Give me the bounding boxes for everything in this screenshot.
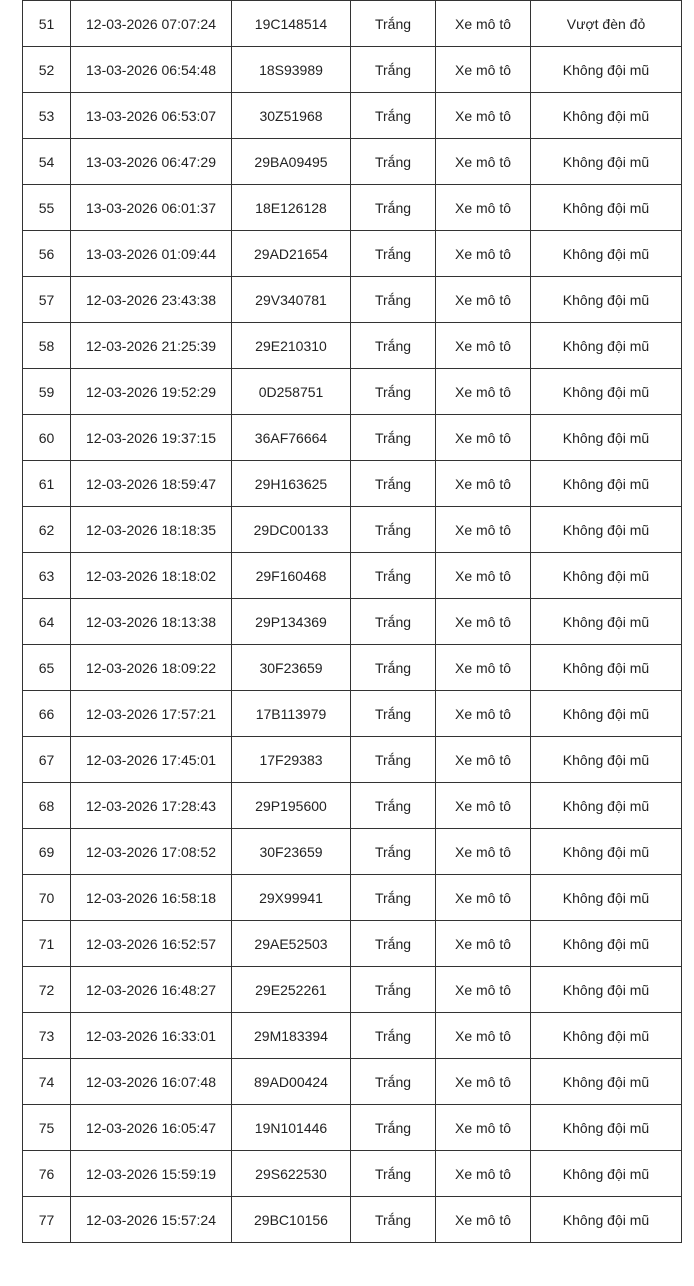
cell-index: 58: [23, 323, 71, 369]
cell-vehicle-type: Xe mô tô: [436, 921, 531, 967]
table-row: [23, 921, 682, 967]
table-row: [23, 875, 682, 921]
cell-license-plate: 29F160468: [232, 553, 351, 599]
cell-index: 76: [23, 1151, 71, 1197]
cell-timestamp: 12-03-2026 18:59:47: [71, 461, 232, 507]
table-row: [23, 185, 682, 231]
cell-license-plate: 29H163625: [232, 461, 351, 507]
cell-vehicle-type: Xe mô tô: [436, 599, 531, 645]
cell-violation: Không đội mũ: [531, 1013, 682, 1059]
cell-plate-color: Trắng: [351, 921, 436, 967]
table-row: [23, 691, 682, 737]
cell-license-plate: 36AF76664: [232, 415, 351, 461]
cell-license-plate: 17F29383: [232, 737, 351, 783]
cell-violation: Không đội mũ: [531, 507, 682, 553]
cell-violation: Không đội mũ: [531, 461, 682, 507]
cell-plate-color: Trắng: [351, 737, 436, 783]
cell-plate-color: Trắng: [351, 645, 436, 691]
table-row: [23, 737, 682, 783]
cell-index: 73: [23, 1013, 71, 1059]
cell-violation: Không đội mũ: [531, 645, 682, 691]
cell-index: 72: [23, 967, 71, 1013]
cell-plate-color: Trắng: [351, 599, 436, 645]
cell-timestamp: 12-03-2026 16:07:48: [71, 1059, 232, 1105]
cell-vehicle-type: Xe mô tô: [436, 185, 531, 231]
cell-license-plate: 0D258751: [232, 369, 351, 415]
cell-timestamp: 13-03-2026 06:01:37: [71, 185, 232, 231]
cell-vehicle-type: Xe mô tô: [436, 1105, 531, 1151]
cell-plate-color: Trắng: [351, 1, 436, 47]
violations-table: [22, 0, 682, 1243]
cell-timestamp: 12-03-2026 16:05:47: [71, 1105, 232, 1151]
cell-license-plate: 29P195600: [232, 783, 351, 829]
table-row: [23, 415, 682, 461]
cell-plate-color: Trắng: [351, 829, 436, 875]
cell-index: 65: [23, 645, 71, 691]
table-row: [23, 829, 682, 875]
cell-vehicle-type: Xe mô tô: [436, 553, 531, 599]
cell-vehicle-type: Xe mô tô: [436, 93, 531, 139]
cell-license-plate: 29P134369: [232, 599, 351, 645]
cell-plate-color: Trắng: [351, 461, 436, 507]
cell-license-plate: 18S93989: [232, 47, 351, 93]
cell-index: 69: [23, 829, 71, 875]
cell-violation: Không đội mũ: [531, 139, 682, 185]
cell-timestamp: 12-03-2026 21:25:39: [71, 323, 232, 369]
cell-violation: Không đội mũ: [531, 599, 682, 645]
cell-timestamp: 12-03-2026 17:57:21: [71, 691, 232, 737]
cell-index: 59: [23, 369, 71, 415]
cell-plate-color: Trắng: [351, 415, 436, 461]
cell-license-plate: 19N101446: [232, 1105, 351, 1151]
cell-index: 60: [23, 415, 71, 461]
cell-vehicle-type: Xe mô tô: [436, 1197, 531, 1243]
cell-index: 54: [23, 139, 71, 185]
cell-violation: Không đội mũ: [531, 1105, 682, 1151]
cell-vehicle-type: Xe mô tô: [436, 1151, 531, 1197]
cell-vehicle-type: Xe mô tô: [436, 967, 531, 1013]
cell-plate-color: Trắng: [351, 1151, 436, 1197]
cell-violation: Không đội mũ: [531, 829, 682, 875]
cell-vehicle-type: Xe mô tô: [436, 139, 531, 185]
cell-violation: Không đội mũ: [531, 553, 682, 599]
table-row: [23, 1013, 682, 1059]
table-row: [23, 1105, 682, 1151]
cell-timestamp: 12-03-2026 19:52:29: [71, 369, 232, 415]
cell-violation: Không đội mũ: [531, 369, 682, 415]
cell-violation: Không đội mũ: [531, 1059, 682, 1105]
table-row: [23, 1, 682, 47]
cell-vehicle-type: Xe mô tô: [436, 1059, 531, 1105]
cell-plate-color: Trắng: [351, 691, 436, 737]
cell-plate-color: Trắng: [351, 323, 436, 369]
cell-plate-color: Trắng: [351, 139, 436, 185]
cell-plate-color: Trắng: [351, 369, 436, 415]
cell-license-plate: 29V340781: [232, 277, 351, 323]
table-row: [23, 553, 682, 599]
cell-vehicle-type: Xe mô tô: [436, 783, 531, 829]
cell-timestamp: 13-03-2026 06:54:48: [71, 47, 232, 93]
cell-license-plate: 30Z51968: [232, 93, 351, 139]
cell-plate-color: Trắng: [351, 185, 436, 231]
cell-timestamp: 12-03-2026 17:08:52: [71, 829, 232, 875]
cell-index: 77: [23, 1197, 71, 1243]
cell-license-plate: 29S622530: [232, 1151, 351, 1197]
table-row: [23, 967, 682, 1013]
cell-vehicle-type: Xe mô tô: [436, 507, 531, 553]
cell-index: 53: [23, 93, 71, 139]
cell-vehicle-type: Xe mô tô: [436, 369, 531, 415]
cell-timestamp: 13-03-2026 01:09:44: [71, 231, 232, 277]
cell-violation: Không đội mũ: [531, 921, 682, 967]
cell-index: 66: [23, 691, 71, 737]
cell-vehicle-type: Xe mô tô: [436, 415, 531, 461]
table-row: [23, 139, 682, 185]
cell-violation: Không đội mũ: [531, 47, 682, 93]
cell-license-plate: 89AD00424: [232, 1059, 351, 1105]
cell-violation: Không đội mũ: [531, 415, 682, 461]
cell-plate-color: Trắng: [351, 875, 436, 921]
cell-timestamp: 12-03-2026 16:33:01: [71, 1013, 232, 1059]
table-row: [23, 507, 682, 553]
cell-vehicle-type: Xe mô tô: [436, 829, 531, 875]
violations-table-container: [22, 0, 682, 1243]
cell-timestamp: 13-03-2026 06:53:07: [71, 93, 232, 139]
cell-license-plate: 30F23659: [232, 645, 351, 691]
cell-violation: Vượt đèn đỏ: [531, 1, 682, 47]
cell-index: 55: [23, 185, 71, 231]
cell-plate-color: Trắng: [351, 1197, 436, 1243]
cell-vehicle-type: Xe mô tô: [436, 645, 531, 691]
cell-license-plate: 29E210310: [232, 323, 351, 369]
cell-vehicle-type: Xe mô tô: [436, 323, 531, 369]
cell-violation: Không đội mũ: [531, 967, 682, 1013]
cell-vehicle-type: Xe mô tô: [436, 277, 531, 323]
cell-license-plate: 29M183394: [232, 1013, 351, 1059]
cell-plate-color: Trắng: [351, 1105, 436, 1151]
cell-timestamp: 12-03-2026 15:59:19: [71, 1151, 232, 1197]
table-row: [23, 323, 682, 369]
cell-license-plate: 18E126128: [232, 185, 351, 231]
cell-license-plate: 29BC10156: [232, 1197, 351, 1243]
cell-vehicle-type: Xe mô tô: [436, 231, 531, 277]
cell-vehicle-type: Xe mô tô: [436, 461, 531, 507]
cell-violation: Không đội mũ: [531, 783, 682, 829]
cell-index: 74: [23, 1059, 71, 1105]
cell-index: 71: [23, 921, 71, 967]
cell-plate-color: Trắng: [351, 553, 436, 599]
cell-violation: Không đội mũ: [531, 1151, 682, 1197]
cell-index: 67: [23, 737, 71, 783]
cell-timestamp: 12-03-2026 16:48:27: [71, 967, 232, 1013]
cell-index: 75: [23, 1105, 71, 1151]
cell-index: 52: [23, 47, 71, 93]
cell-index: 70: [23, 875, 71, 921]
cell-index: 57: [23, 277, 71, 323]
cell-violation: Không đội mũ: [531, 185, 682, 231]
cell-index: 56: [23, 231, 71, 277]
cell-license-plate: 17B113979: [232, 691, 351, 737]
cell-license-plate: 29DC00133: [232, 507, 351, 553]
cell-timestamp: 13-03-2026 06:47:29: [71, 139, 232, 185]
cell-plate-color: Trắng: [351, 967, 436, 1013]
table-row: [23, 231, 682, 277]
table-row: [23, 47, 682, 93]
cell-timestamp: 12-03-2026 18:18:02: [71, 553, 232, 599]
cell-timestamp: 12-03-2026 18:09:22: [71, 645, 232, 691]
cell-violation: Không đội mũ: [531, 231, 682, 277]
cell-plate-color: Trắng: [351, 1059, 436, 1105]
cell-license-plate: 30F23659: [232, 829, 351, 875]
cell-timestamp: 12-03-2026 23:43:38: [71, 277, 232, 323]
cell-plate-color: Trắng: [351, 1013, 436, 1059]
cell-timestamp: 12-03-2026 18:13:38: [71, 599, 232, 645]
cell-timestamp: 12-03-2026 17:45:01: [71, 737, 232, 783]
cell-timestamp: 12-03-2026 19:37:15: [71, 415, 232, 461]
cell-license-plate: 29AD21654: [232, 231, 351, 277]
cell-index: 61: [23, 461, 71, 507]
table-row: [23, 783, 682, 829]
cell-violation: Không đội mũ: [531, 691, 682, 737]
cell-timestamp: 12-03-2026 15:57:24: [71, 1197, 232, 1243]
cell-violation: Không đội mũ: [531, 323, 682, 369]
table-row: [23, 1059, 682, 1105]
cell-vehicle-type: Xe mô tô: [436, 691, 531, 737]
table-row: [23, 461, 682, 507]
cell-timestamp: 12-03-2026 07:07:24: [71, 1, 232, 47]
cell-vehicle-type: Xe mô tô: [436, 737, 531, 783]
cell-violation: Không đội mũ: [531, 277, 682, 323]
cell-timestamp: 12-03-2026 18:18:35: [71, 507, 232, 553]
cell-index: 68: [23, 783, 71, 829]
table-row: [23, 645, 682, 691]
cell-plate-color: Trắng: [351, 47, 436, 93]
table-row: [23, 369, 682, 415]
cell-index: 62: [23, 507, 71, 553]
cell-index: 64: [23, 599, 71, 645]
cell-license-plate: 29E252261: [232, 967, 351, 1013]
cell-violation: Không đội mũ: [531, 875, 682, 921]
cell-vehicle-type: Xe mô tô: [436, 47, 531, 93]
cell-timestamp: 12-03-2026 17:28:43: [71, 783, 232, 829]
cell-vehicle-type: Xe mô tô: [436, 875, 531, 921]
cell-license-plate: 29BA09495: [232, 139, 351, 185]
cell-timestamp: 12-03-2026 16:52:57: [71, 921, 232, 967]
cell-plate-color: Trắng: [351, 783, 436, 829]
cell-plate-color: Trắng: [351, 277, 436, 323]
cell-index: 51: [23, 1, 71, 47]
cell-vehicle-type: Xe mô tô: [436, 1013, 531, 1059]
cell-vehicle-type: Xe mô tô: [436, 1, 531, 47]
cell-plate-color: Trắng: [351, 93, 436, 139]
violations-table-body: [23, 0, 682, 1243]
cell-violation: Không đội mũ: [531, 737, 682, 783]
cell-license-plate: 19C148514: [232, 1, 351, 47]
table-row: [23, 277, 682, 323]
table-row: [23, 1197, 682, 1243]
cell-index: 63: [23, 553, 71, 599]
cell-plate-color: Trắng: [351, 231, 436, 277]
table-row: [23, 599, 682, 645]
cell-violation: Không đội mũ: [531, 1197, 682, 1243]
cell-license-plate: 29AE52503: [232, 921, 351, 967]
cell-timestamp: 12-03-2026 16:58:18: [71, 875, 232, 921]
cell-violation: Không đội mũ: [531, 93, 682, 139]
table-row: [23, 93, 682, 139]
table-row: [23, 1151, 682, 1197]
cell-license-plate: 29X99941: [232, 875, 351, 921]
cell-plate-color: Trắng: [351, 507, 436, 553]
